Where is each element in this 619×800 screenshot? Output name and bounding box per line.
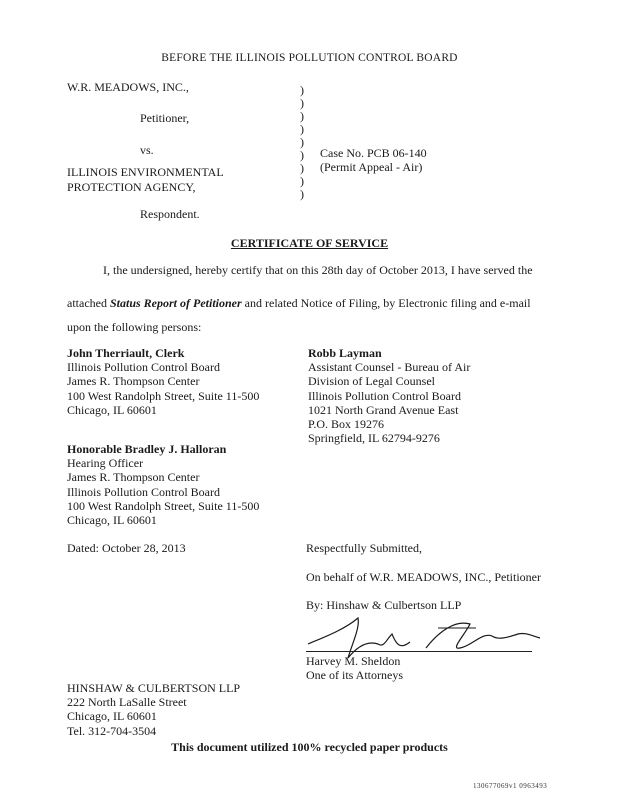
case-number: Case No. PCB 06-140 [320, 146, 427, 160]
address-line: James R. Thompson Center [67, 374, 200, 389]
certificate-line-2 [67, 296, 531, 311]
firm-address [67, 681, 240, 738]
recipient-hearing-officer [67, 442, 259, 527]
address-line: Hearing Officer [67, 456, 144, 471]
paren: ) [300, 122, 304, 136]
address-line: P.O. Box 19276 [308, 417, 385, 432]
recipient-name: Robb Layman [308, 346, 382, 360]
firm-line: 222 North LaSalle Street [67, 695, 187, 710]
recipient-clerk [67, 346, 259, 417]
address-line: 100 West Randolph Street, Suite 11-500 [67, 498, 260, 513]
paren: ) [300, 83, 304, 97]
paren: ) [300, 161, 304, 175]
petitioner-role: Petitioner, [140, 111, 190, 125]
signature-line [306, 651, 532, 652]
signer-role: One of its Attorneys [306, 668, 403, 682]
paren: ) [300, 135, 304, 149]
line-2-pre: attached [67, 296, 110, 310]
recycled-paper-note: This document utilized 100% recycled paper products [171, 740, 448, 754]
board-heading: BEFORE THE ILLINOIS POLLUTION CONTROL BOARD [161, 52, 458, 64]
certificate-title: CERTIFICATE OF SERVICE [230, 236, 389, 250]
case-type: (Permit Appeal - Air) [320, 160, 423, 174]
respondent-line-2: PROTECTION AGENCY, [67, 180, 196, 194]
firm-line: Chicago, IL 60601 [67, 709, 157, 724]
on-behalf-line: On behalf of W.R. MEADOWS, INC., Petitioner [306, 570, 541, 584]
address-line: 100 West Randolph Street, Suite 11-500 [67, 388, 260, 403]
recipient-counsel [308, 346, 470, 445]
firm-name: HINSHAW & CULBERTSON LLP [67, 681, 241, 695]
respondent-line-1: ILLINOIS ENVIRONMENTAL [67, 165, 224, 179]
certificate-line-1: I, the undersigned, hereby certify that on this 28th day of October 2013, I have served the [103, 263, 533, 277]
line-2-post: and related Notice of Filing, by Electronic filing and e-mail [241, 296, 531, 310]
dated-line: Dated: October 28, 2013 [67, 541, 186, 555]
petitioner-name: W.R. MEADOWS, INC., [67, 80, 189, 94]
recipient-name: Honorable Bradley J. Halloran [67, 442, 227, 456]
address-line: Division of Legal Counsel [308, 374, 435, 389]
certificate-line-3: upon the following persons: [67, 320, 202, 334]
address-line: Springfield, IL 62794-9276 [308, 431, 440, 446]
address-line: 1021 North Grand Avenue East [308, 402, 459, 417]
paren: ) [300, 109, 304, 123]
document-title: Status Report of Petitioner [109, 296, 242, 310]
address-line: Chicago, IL 60601 [67, 402, 157, 417]
respectfully-submitted: Respectfully Submitted, [306, 541, 422, 555]
address-line: James R. Thompson Center [67, 470, 200, 485]
paren: ) [300, 148, 304, 162]
address-line: Illinois Pollution Control Board [67, 360, 221, 375]
paren: ) [300, 187, 304, 201]
address-line: Illinois Pollution Control Board [67, 484, 221, 499]
versus-text: vs. [140, 143, 154, 157]
address-line: Illinois Pollution Control Board [308, 388, 462, 403]
address-line: Chicago, IL 60601 [67, 513, 157, 528]
recipient-name: John Therriault, Clerk [67, 346, 185, 360]
document-id: 130677069v1 0963493 [473, 782, 548, 790]
respondent-role: Respondent. [140, 207, 200, 221]
paren: ) [300, 174, 304, 188]
address-line: Assistant Counsel - Bureau of Air [308, 360, 471, 375]
signer-name: Harvey M. Sheldon [306, 654, 401, 668]
caption-parens [300, 84, 304, 201]
firm-line: Tel. 312-704-3504 [67, 723, 157, 738]
paren: ) [300, 96, 304, 110]
by-line: By: Hinshaw & Culbertson LLP [306, 598, 462, 612]
